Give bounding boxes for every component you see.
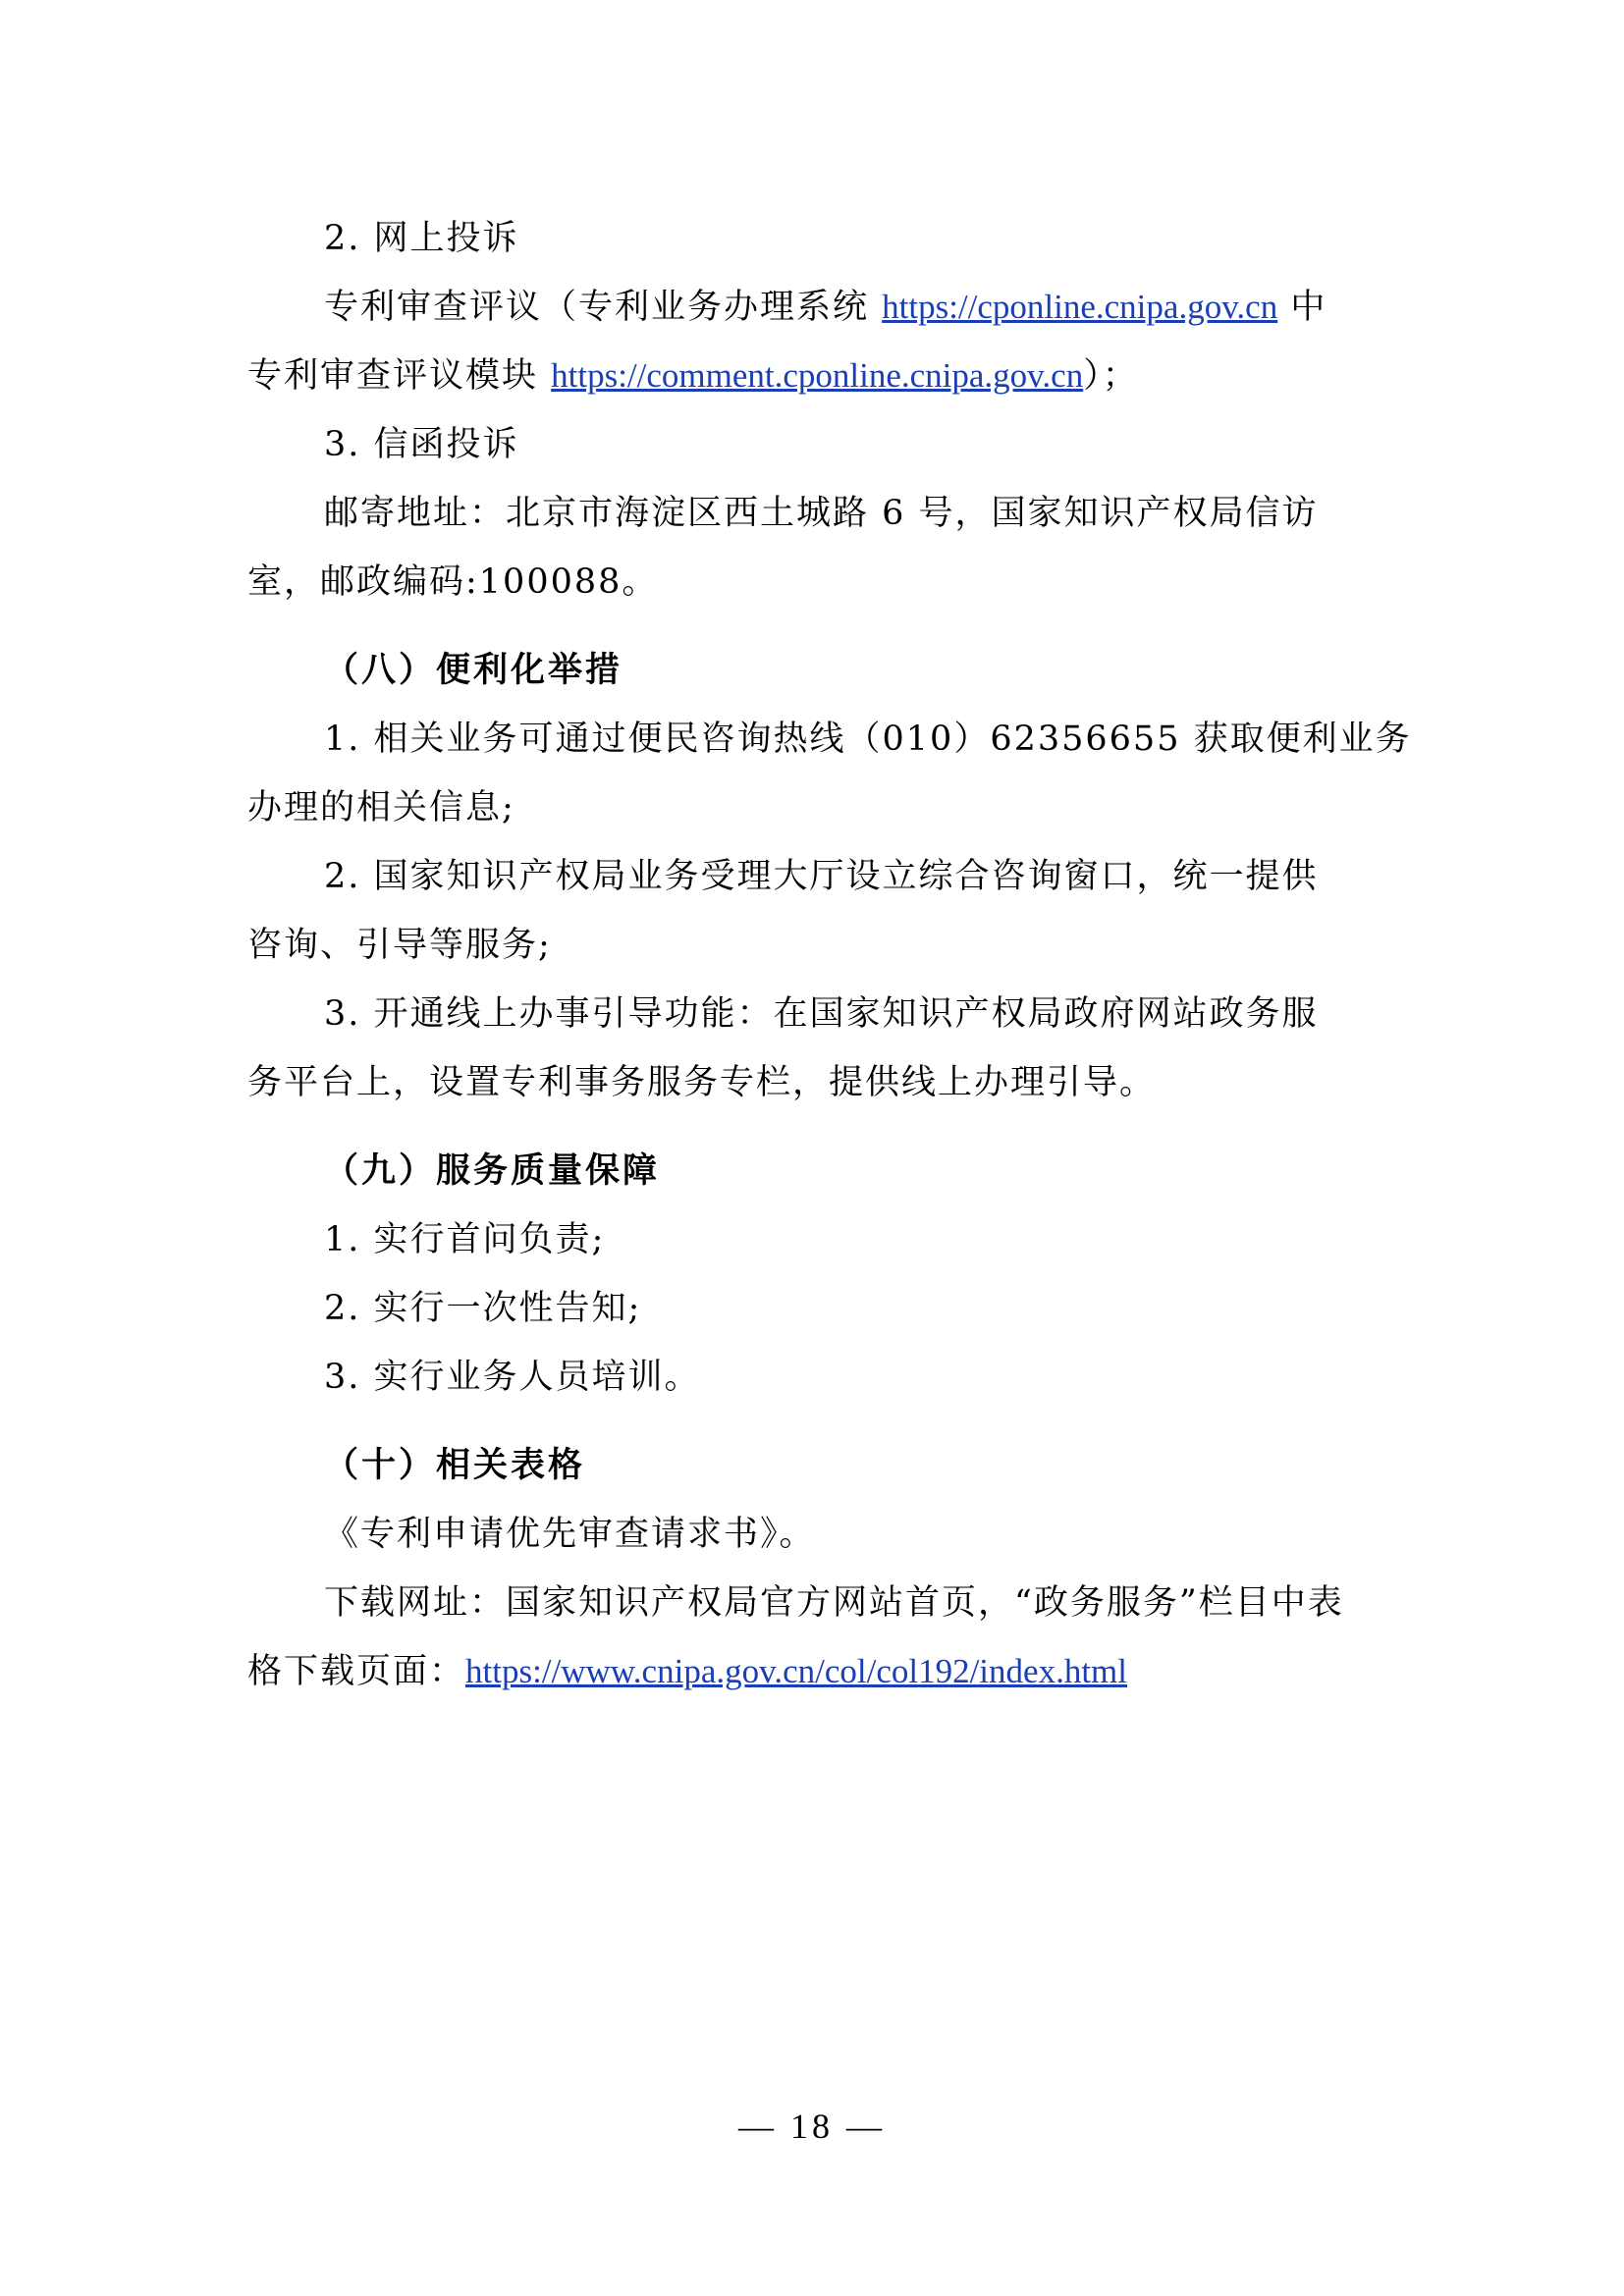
line-mailing-address: 邮寄地址：北京市海淀区西土城路 6 号，国家知识产权局信访 [324,494,1319,533]
line-hotline: 1. 相关业务可通过便民咨询热线（010）62356655 获取便利业务 [324,720,1412,759]
line-first-inquiry: 1. 实行首问负责; [324,1220,606,1259]
line-review-module [247,351,1139,400]
cnipa-forms-link[interactable]: https://www.cnipa.gov.cn/col/col192/index.html [465,1652,1127,1690]
section-heading-forms: （十）相关表格 [324,1446,586,1485]
line-consult-window: 2. 国家知识产权局业务受理大厅设立综合咨询窗口，统一提供 [324,857,1319,896]
line-review-system [324,283,1326,332]
line-download-page [247,1647,1127,1696]
review-system-text-end: 中 [1277,288,1327,327]
line-form-name: 《专利申请优先审查请求书》。 [324,1515,816,1554]
line-online-guide-cont: 务平台上，设置专利事务服务专栏，提供线上办理引导。 [247,1063,1157,1102]
page-number: — 18 — [738,2107,886,2146]
section-heading-quality: （九）服务质量保障 [324,1151,661,1191]
line-letter-complaint-heading: 3. 信函投诉 [324,425,519,464]
line-consult-window-cont: 咨询、引导等服务; [247,926,552,965]
line-postal-code: 室，邮政编码:100088。 [247,562,659,602]
cponline-link[interactable]: https://cponline.cnipa.gov.cn [882,288,1278,326]
review-module-text: 专利审查评议模块 [247,356,552,396]
review-system-text: 专利审查评议（专利业务办理系统 [324,288,883,327]
line-hotline-cont: 办理的相关信息; [247,788,515,828]
section-heading-convenience: （八）便利化举措 [324,651,623,690]
line-one-time-notice: 2. 实行一次性告知; [324,1289,642,1328]
line-download-address: 下载网址：国家知识产权局官方网站首页，“政务服务”栏目中表 [324,1583,1344,1623]
line-online-guide: 3. 开通线上办事引导功能：在国家知识产权局政府网站政务服 [324,994,1319,1034]
comment-link[interactable]: https://comment.cponline.cnipa.gov.cn [551,356,1084,395]
line-online-complaint-heading: 2. 网上投诉 [324,219,519,258]
download-page-text: 格下载页面： [247,1652,466,1691]
line-staff-training: 3. 实行业务人员培训。 [324,1358,701,1397]
review-module-text-end: ）； [1083,356,1139,396]
